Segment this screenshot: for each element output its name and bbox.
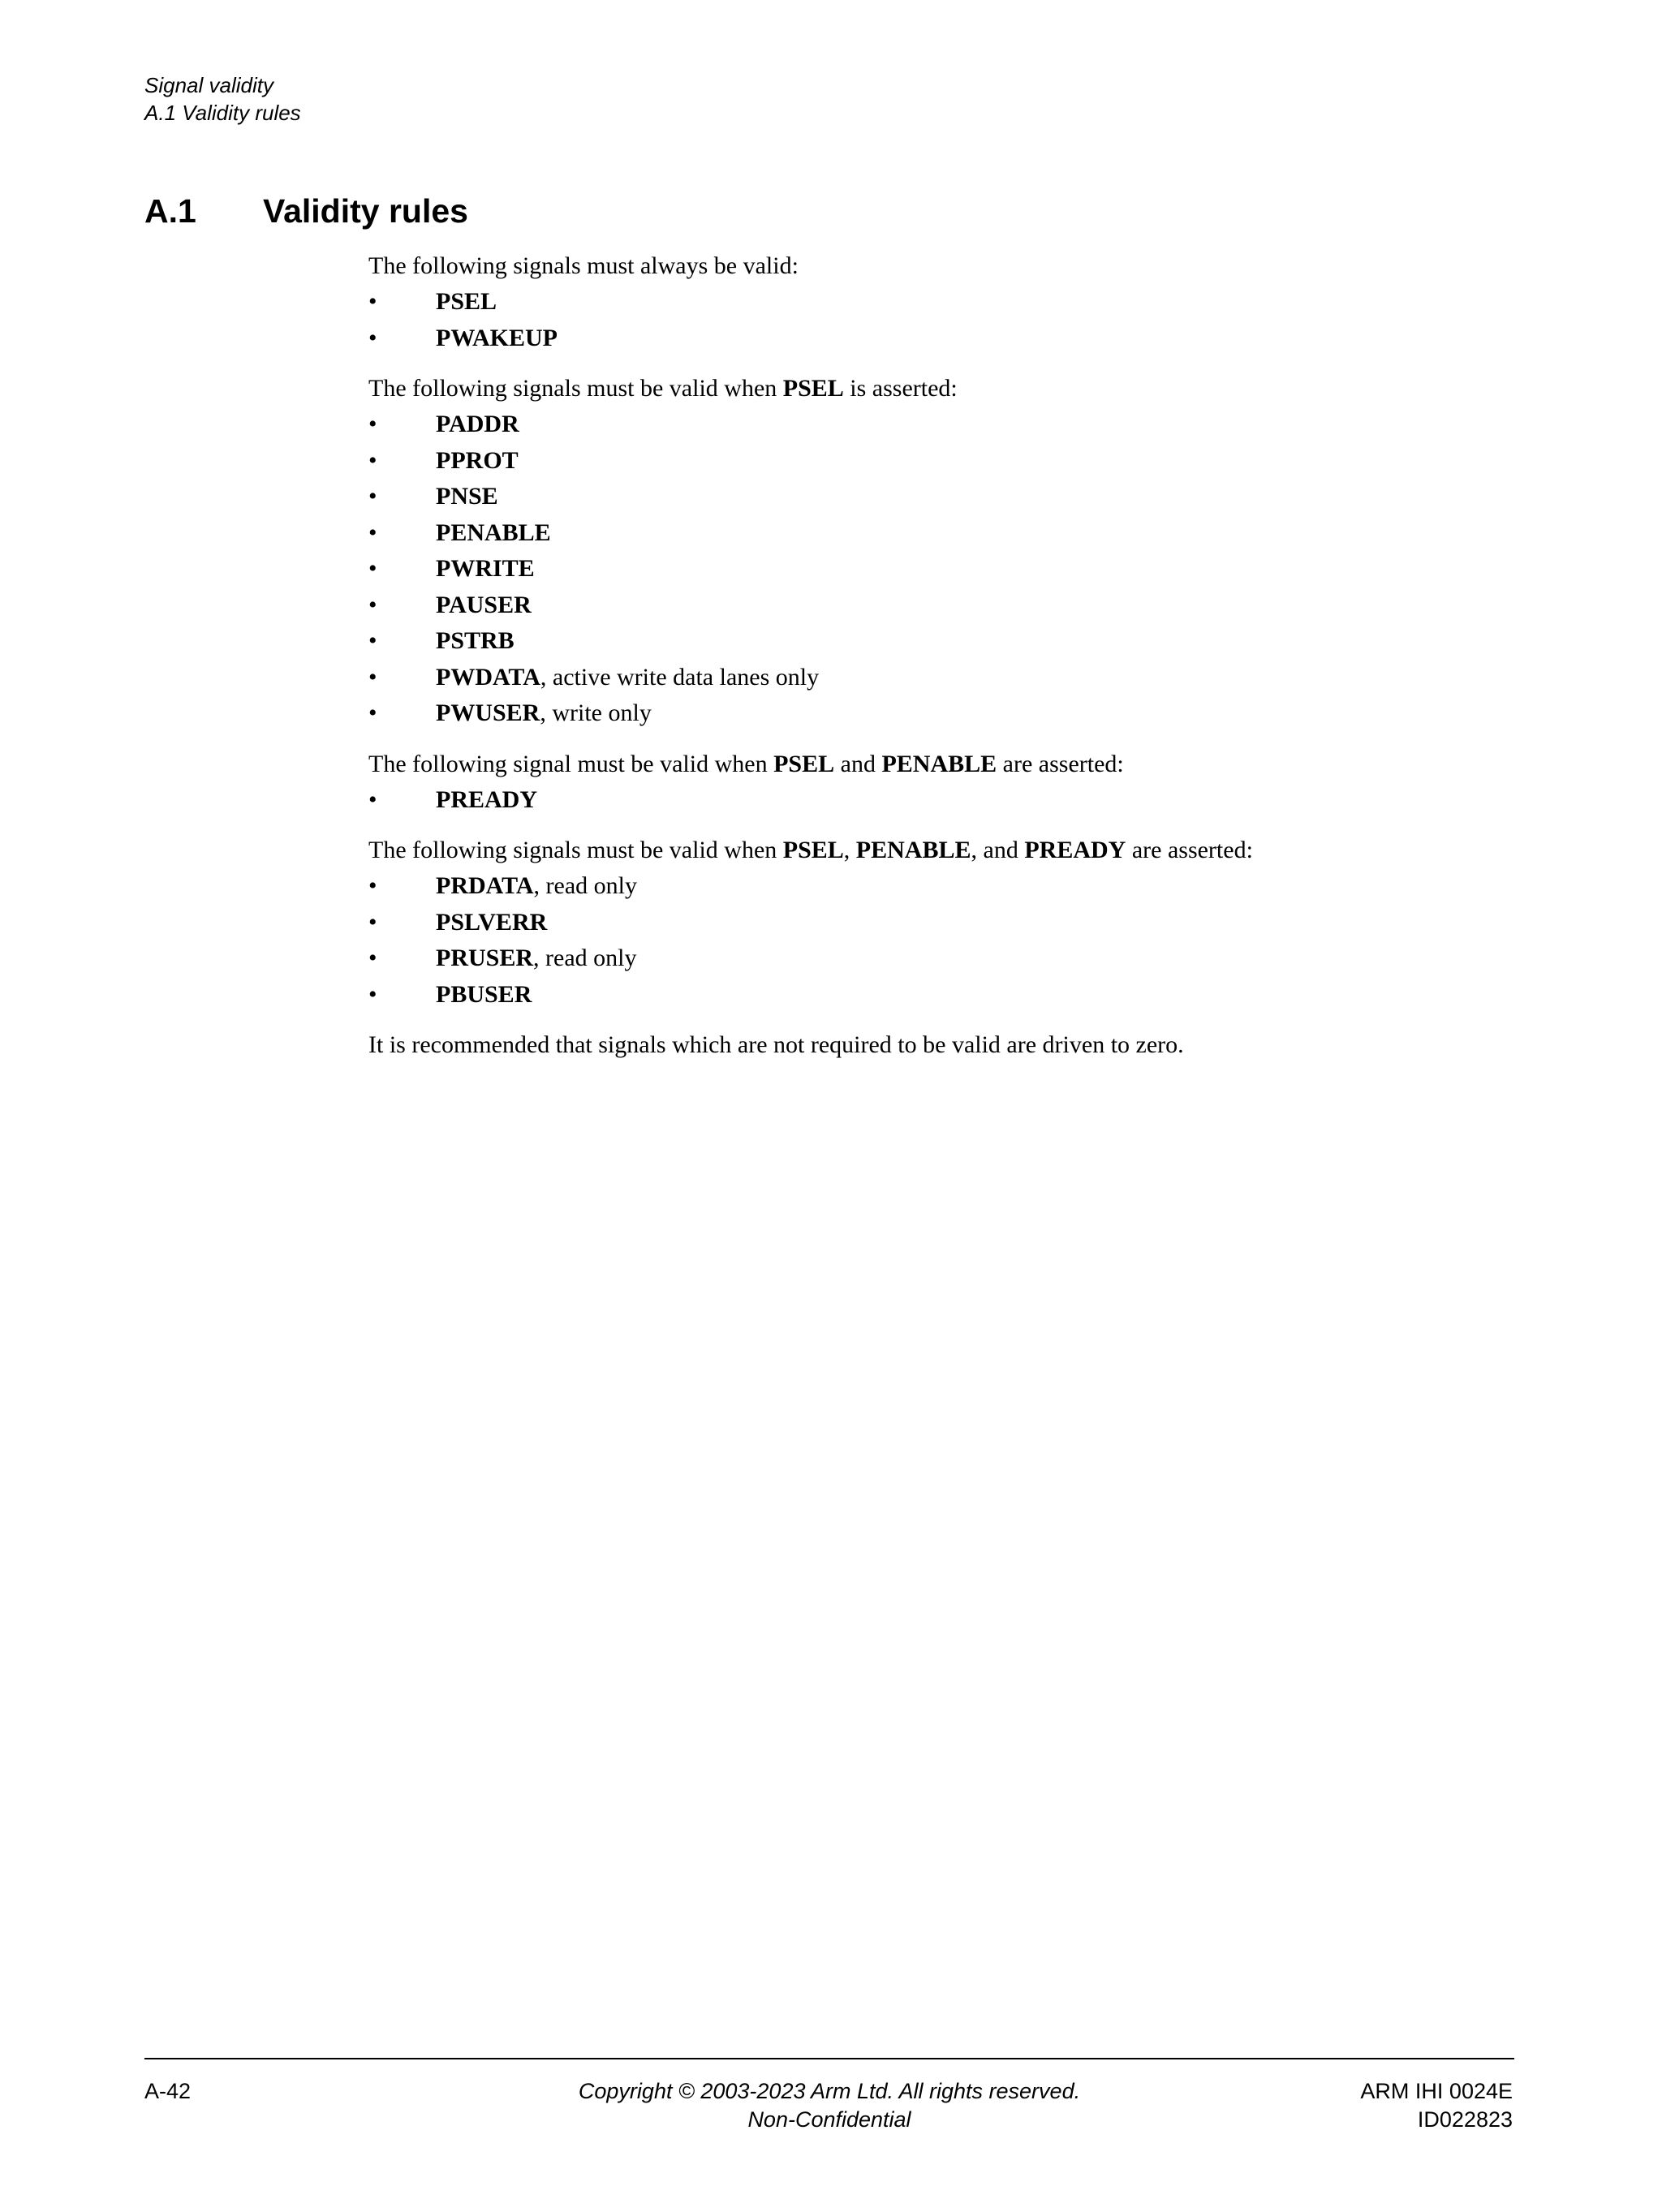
signal-name: PENABLE	[855, 837, 971, 863]
running-header-section: A.1 Validity rules	[144, 101, 301, 125]
signal-name: PPROT	[436, 446, 519, 474]
signal-name: PWDATA	[436, 663, 540, 691]
footer-document-id	[1360, 2077, 1513, 2134]
footer-doc-issue: ID022823	[1417, 2107, 1513, 2132]
list-item: • PRUSER, read only	[368, 945, 637, 971]
signal-name: PRUSER	[436, 945, 534, 971]
signal-name: PADDR	[436, 411, 519, 437]
signal-name: PWRITE	[436, 555, 535, 582]
signal-name: PSEL	[436, 288, 497, 315]
footer-doc-id: ARM IHI 0024E	[1360, 2079, 1513, 2103]
section-number: A.1	[144, 192, 196, 230]
signal-name: PAUSER	[436, 591, 532, 618]
signal-name: PSEL	[782, 375, 844, 402]
signal-name: PWAKEUP	[436, 324, 558, 351]
signal-name: PNSE	[436, 483, 498, 510]
section-heading	[144, 188, 468, 234]
list-item: • PSEL	[368, 288, 497, 315]
group3-intro: The following signal must be valid when PSEL and PENABLE are asserted:	[368, 750, 1124, 777]
list-item: • PPROT	[368, 446, 519, 474]
list-item: • PBUSER	[368, 980, 532, 1008]
running-header-chapter: Signal validity	[144, 73, 273, 97]
signal-name: PWUSER	[436, 699, 540, 726]
list-item: • PWRITE	[368, 555, 535, 582]
group1-signal-list	[368, 284, 1505, 356]
footer-confidentiality: Non-Confidential	[747, 2107, 911, 2132]
signal-name: PRDATA	[436, 872, 534, 899]
signal-note: , read only	[533, 872, 638, 899]
list-item: • PREADY	[368, 785, 537, 813]
group2-intro: The following signals must be valid when PSEL is asserted:	[368, 375, 958, 402]
group4-signal-list	[368, 868, 1505, 1013]
footer-copyright: Copyright © 2003-2023 Arm Ltd. All rights reserved.	[578, 2079, 1081, 2103]
list-item: • PRDATA, read only	[368, 872, 638, 899]
signal-note: , write only	[540, 699, 652, 726]
signal-name: PENABLE	[881, 750, 997, 777]
list-item: • PENABLE	[368, 519, 551, 546]
signal-name: PSLVERR	[436, 908, 548, 936]
signal-name: PREADY	[436, 785, 537, 813]
list-item: • PSLVERR	[368, 908, 548, 936]
list-item: • PAUSER	[368, 591, 532, 618]
running-header	[144, 71, 301, 127]
list-item: • PWAKEUP	[368, 324, 558, 351]
signal-name: PSEL	[773, 750, 835, 777]
list-item: • PWDATA, active write data lanes only	[368, 663, 820, 691]
group3-signal-list	[368, 782, 1505, 819]
group1-intro: The following signals must always be valid:	[368, 252, 799, 279]
signal-name: PSTRB	[436, 627, 515, 654]
footer-copyright-block	[505, 2077, 1154, 2134]
signal-name: PBUSER	[436, 980, 532, 1008]
list-item: • PSTRB	[368, 627, 515, 654]
signal-note: , read only	[533, 945, 637, 971]
group2-signal-list	[368, 407, 1505, 732]
section-title: Validity rules	[263, 192, 468, 230]
signal-name: PSEL	[782, 837, 844, 863]
footer-rule	[144, 2058, 1514, 2059]
signal-note: , active write data lanes only	[540, 663, 820, 691]
group4-intro: The following signals must be valid when PSEL, PENABLE, and PREADY are asserted:	[368, 837, 1253, 863]
list-item: • PNSE	[368, 483, 498, 510]
footer-page-number: A-42	[144, 2079, 192, 2103]
signal-name: PENABLE	[436, 519, 551, 546]
signal-name: PREADY	[1024, 837, 1126, 863]
list-item: • PWUSER, write only	[368, 699, 652, 726]
section-body	[368, 248, 1505, 1063]
closing-paragraph: It is recommended that signals which are not required to be valid are driven to zero.	[368, 1031, 1184, 1058]
list-item: • PADDR	[368, 411, 519, 437]
